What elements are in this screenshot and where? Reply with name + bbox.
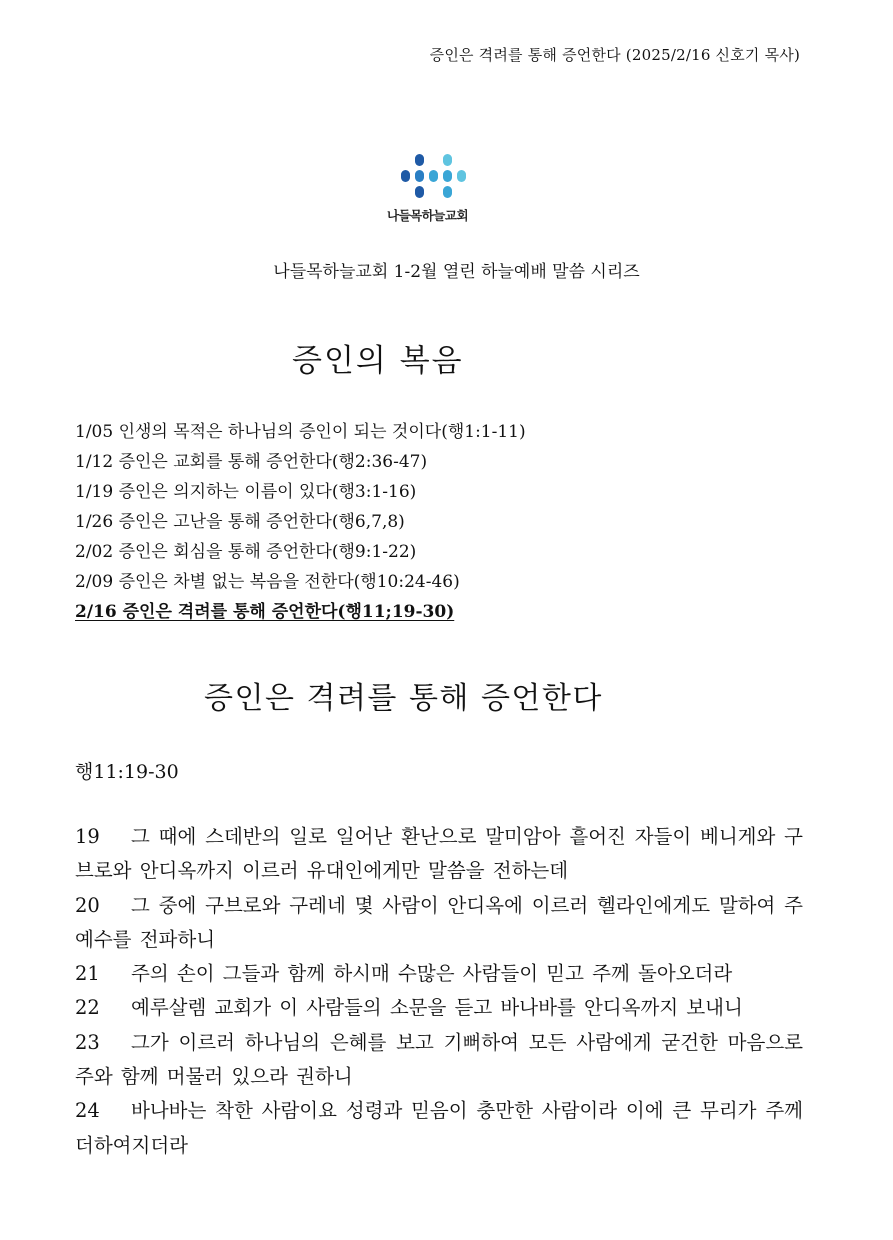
verse-number: 23 xyxy=(75,1030,100,1054)
verse-text: 그 중에 구브로와 구레네 몇 사람이 안디옥에 이르러 헬라인에게도 말하여 주 예수를 전파하니 xyxy=(75,893,803,951)
passage-reference: 행11:19-30 xyxy=(75,761,179,783)
verse-text: 주의 손이 그들과 함께 하시매 수많은 사람들이 믿고 주께 돌아오더라 xyxy=(131,962,733,986)
verse-text: 바나바는 착한 사람이요 성령과 믿음이 충만한 사람이라 이에 큰 무리가 주께 더하여지더라 xyxy=(75,1099,803,1157)
verse xyxy=(75,991,803,1025)
schedule-item: 2/02 증인은 회심을 통해 증언한다(행9:1-22) xyxy=(75,542,417,562)
sermon-schedule-list xyxy=(75,417,526,627)
schedule-item: 1/12 증인은 교회를 통해 증언한다(행2:36-47) xyxy=(75,452,428,472)
verse-number: 20 xyxy=(75,893,100,917)
verse xyxy=(75,1026,803,1095)
verse xyxy=(75,957,803,991)
verse xyxy=(75,889,803,958)
series-title: 증인의 복음 xyxy=(292,343,464,379)
verse xyxy=(75,1094,803,1163)
schedule-item: 1/19 증인은 의지하는 이름이 있다(행3:1-16) xyxy=(75,482,417,502)
sermon-title: 증인은 격려를 통해 증언한다 xyxy=(204,681,603,716)
verse-number: 24 xyxy=(75,1099,100,1123)
schedule-item: 1/26 증인은 고난을 통해 증언한다(행6,7,8) xyxy=(75,512,405,532)
scripture-verses xyxy=(75,820,803,1163)
church-logo xyxy=(387,152,497,224)
series-subtitle: 나들목하늘교회 1-2월 열린 하늘예배 말씀 시리즈 xyxy=(273,262,640,282)
verse xyxy=(75,820,803,889)
verse-number: 21 xyxy=(75,962,100,986)
verse-text: 그가 이르러 하나님의 은혜를 보고 기뻐하여 모든 사람에게 굳건한 마음으로 주와 함께 머물러 있으라 권하니 xyxy=(75,1030,803,1089)
church-logo-name: 나들목하늘교회 xyxy=(387,208,469,223)
church-logo-mark xyxy=(397,152,477,202)
verse-number: 22 xyxy=(75,996,100,1020)
schedule-item: 1/05 인생의 목적은 하나님의 증인이 되는 것이다(행1:1-11) xyxy=(75,422,526,442)
verse-text: 예루살렘 교회가 이 사람들의 소문을 듣고 바나바를 안디옥까지 보내니 xyxy=(131,996,743,1020)
verse-text: 그 때에 스데반의 일로 일어난 환난으로 말미암아 흩어진 자들이 베니게와 구브로와 안디옥까지 이르러 유대인에게만 말씀을 전하는데 xyxy=(75,825,803,883)
schedule-item: 2/09 증인은 차별 없는 복음을 전한다(행10:24-46) xyxy=(75,572,460,592)
schedule-item-current: 2/16 증인은 격려를 통해 증언한다(행11;19-30) xyxy=(75,602,455,622)
header-sermon-info: 증인은 격려를 통해 증언한다 (2025/2/16 신호기 목사) xyxy=(429,46,800,64)
verse-number: 19 xyxy=(75,825,100,848)
